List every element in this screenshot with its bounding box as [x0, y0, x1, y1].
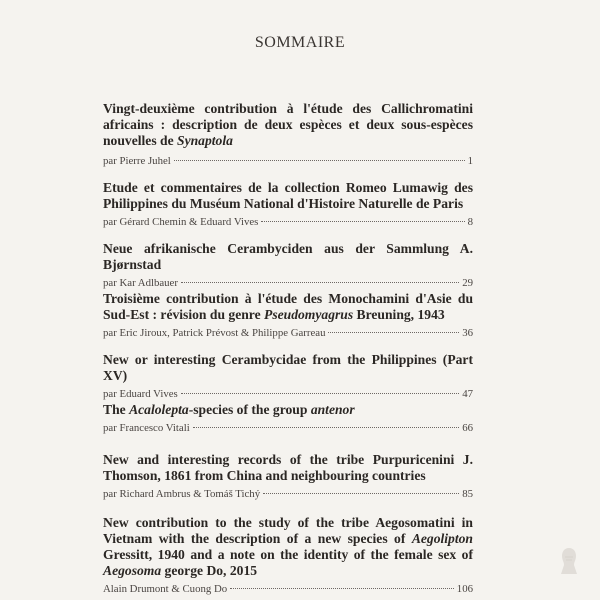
entry-meta — [103, 277, 473, 289]
entry-authors: par Francesco Vitali — [103, 422, 190, 434]
title-italic-fragment: Aegolipton — [411, 531, 473, 546]
entry-meta — [103, 488, 473, 500]
entry-title — [103, 352, 473, 384]
leader-dots — [263, 493, 459, 494]
entry-page: 47 — [462, 388, 473, 400]
title-fragment: New and interesting records of the tribe Purpuricenini J. Thomson, 1861 from China and neighbouring countries — [103, 452, 473, 483]
toc-entry-6 — [103, 402, 473, 434]
entry-page: 106 — [456, 583, 473, 595]
title-italic-fragment: Acalolepta — [129, 402, 189, 417]
entry-authors: par Eduard Vives — [103, 388, 178, 400]
toc-entry-5 — [103, 352, 473, 400]
title-italic-fragment: antenor — [310, 402, 355, 417]
title-fragment: Neue afrikanische Cerambyciden aus der Sammlung A. Bjørnstad — [103, 241, 473, 272]
toc-entry-7 — [103, 452, 473, 500]
entry-meta — [103, 216, 473, 228]
title-fragment: Troisième contribution à l'étude des Monochamini d'Asie du Sud-Est : révision du genre — [103, 291, 473, 322]
leader-dots — [328, 332, 459, 333]
entry-meta — [103, 388, 473, 400]
leader-dots — [230, 588, 454, 589]
entry-meta — [103, 583, 473, 595]
entry-title — [103, 515, 473, 579]
entry-authors: par Kar Adlbauer — [103, 277, 178, 289]
entry-title — [103, 291, 473, 323]
entry-title — [103, 180, 473, 212]
watermark-figure-icon — [558, 546, 580, 576]
title-fragment: george Do, 2015 — [161, 563, 258, 578]
entry-authors: Alain Drumont & Cuong Do — [103, 583, 228, 595]
toc-entry-4 — [103, 291, 473, 339]
title-fragment: Vingt-deuxième contribution à l'étude des Callichromatini africains : description de deux espèces et deux sous-espèces nouvelles de — [103, 101, 473, 148]
toc-entry-3 — [103, 241, 473, 289]
toc-entry-2 — [103, 180, 473, 228]
entry-page: 29 — [462, 277, 473, 289]
title-italic-fragment: Aegosoma — [103, 563, 162, 578]
entry-title — [103, 402, 473, 418]
entry-title — [103, 452, 473, 484]
title-italic-fragment: Synaptola — [177, 133, 233, 148]
leader-dots — [261, 221, 464, 222]
entry-authors: par Richard Ambrus & Tomáš Tichý — [103, 488, 261, 500]
entry-authors: par Eric Jiroux, Patrick Prévost & Philippe Garreau — [103, 327, 326, 339]
title-fragment: Gressitt, 1940 and a note on the identity of the female sex of — [103, 547, 473, 562]
title-fragment: New or interesting Cerambycidae from the Philippines (Part XV) — [103, 352, 473, 383]
entry-authors: par Gérard Chemin & Eduard Vives — [103, 216, 259, 228]
title-fragment: Breuning, 1943 — [353, 307, 445, 322]
entry-page: 66 — [462, 422, 473, 434]
leader-dots — [174, 160, 465, 161]
entry-page: 36 — [462, 327, 473, 339]
toc-entry-1 — [103, 101, 473, 167]
title-italic-fragment: Pseudomyagrus — [264, 307, 354, 322]
title-fragment: Etude et commentaires de la collection Romeo Lumawig des Philippines du Muséum National d'Histoire Naturelle de Paris — [103, 180, 473, 211]
title-fragment: The — [103, 402, 130, 417]
entry-meta — [103, 327, 473, 339]
title-fragment: New contribution to the study of the tribe Aegosomatini in Vietnam with the description of a new species of — [103, 515, 473, 546]
entry-title — [103, 101, 473, 149]
leader-dots — [181, 282, 459, 283]
entry-authors: par Pierre Juhel — [103, 155, 171, 167]
leader-dots — [193, 427, 460, 428]
entry-meta — [103, 155, 473, 167]
entry-meta — [103, 422, 473, 434]
leader-dots — [181, 393, 459, 394]
toc-entry-8 — [103, 515, 473, 595]
entry-page: 8 — [467, 216, 473, 228]
page-title: SOMMAIRE — [254, 34, 346, 51]
entry-page: 1 — [467, 155, 473, 167]
entry-page: 85 — [462, 488, 473, 500]
entry-title — [103, 241, 473, 273]
title-fragment: -species of the group — [188, 402, 311, 417]
